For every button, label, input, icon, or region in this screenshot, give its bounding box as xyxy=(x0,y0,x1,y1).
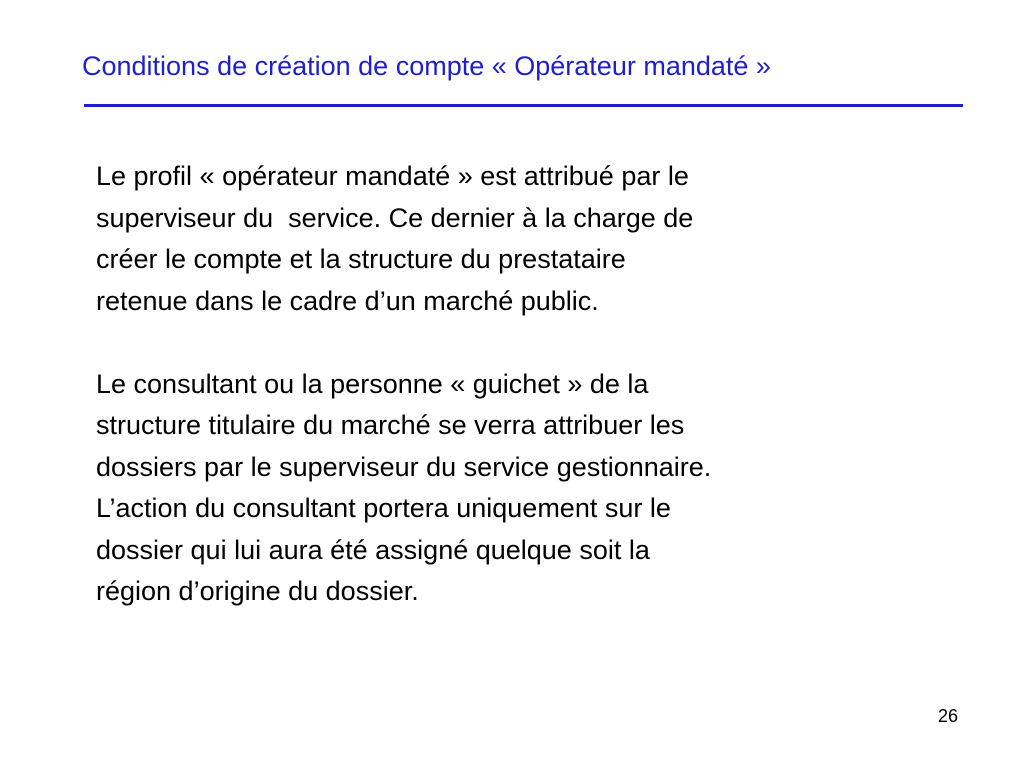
body-line: Le consultant ou la personne « guichet » de la xyxy=(96,368,649,399)
body-line: dossier qui lui aura été assigné quelque soit la xyxy=(96,534,650,565)
body-line: créer le compte et la structure du prestataire xyxy=(96,244,626,274)
body-line: retenue dans le cadre d’un marché public. xyxy=(96,285,599,316)
body-line: structure titulaire du marché se verra attribuer les xyxy=(96,410,685,440)
title-underline-rule xyxy=(84,104,963,107)
body-line: région d’origine du dossier. xyxy=(96,576,419,606)
slide-title: Conditions de création de compte « Opérateur mandaté » xyxy=(82,51,771,81)
paragraph-1 xyxy=(96,156,956,322)
body-line: superviseur du service. Ce dernier à la charge de xyxy=(96,202,694,233)
paragraph-spacer xyxy=(96,322,956,364)
body-line: dossiers par le superviseur du service gestionnaire. xyxy=(96,451,712,482)
page-number: 26 xyxy=(938,706,959,726)
body-line: L’action du consultant portera uniquement sur le xyxy=(96,493,671,523)
body-line: Le profil « opérateur mandaté » est attribué par le xyxy=(96,161,689,191)
paragraph-2 xyxy=(96,364,956,613)
slide-body xyxy=(96,156,956,613)
